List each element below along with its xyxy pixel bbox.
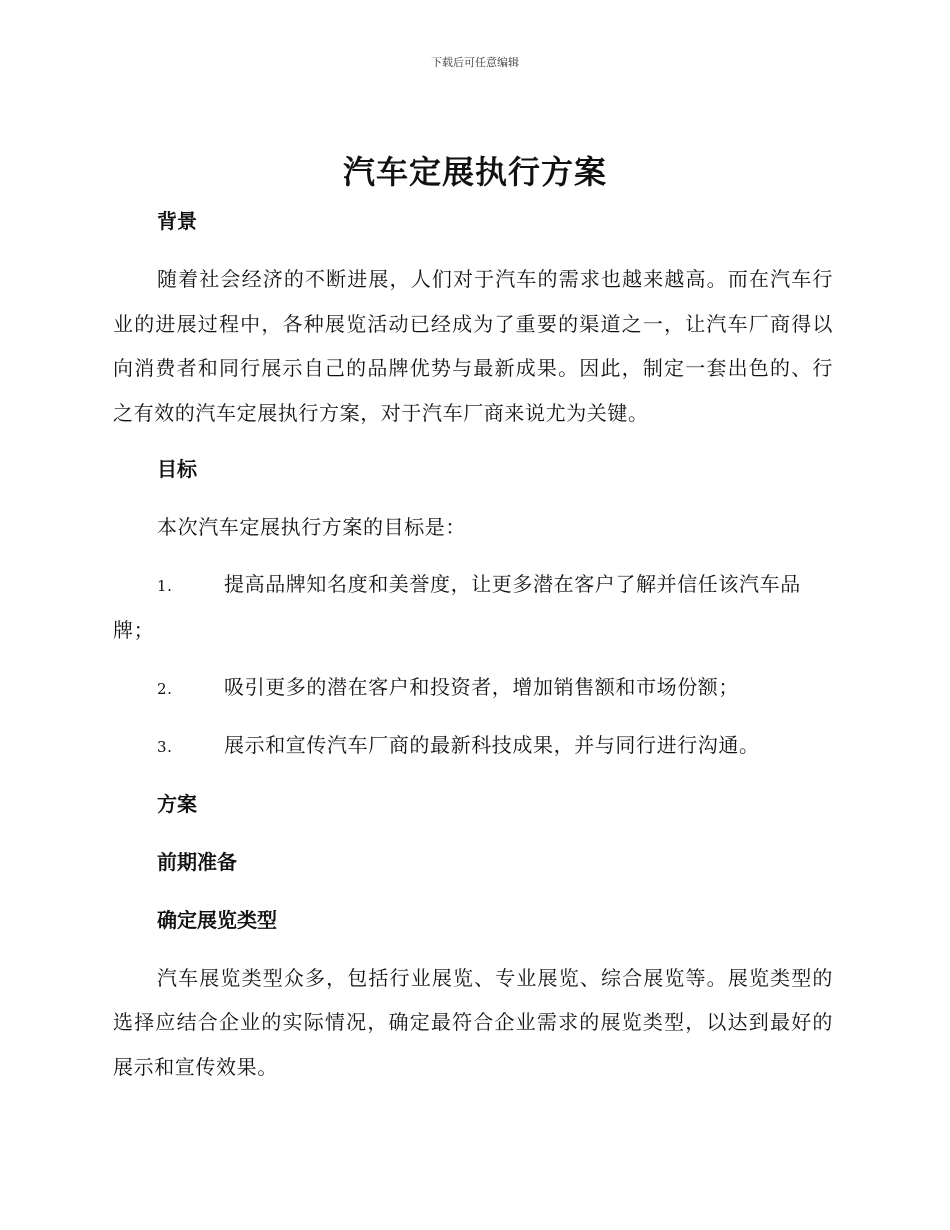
background-paragraph: 随着社会经济的不断进展，人们对于汽车的需求也越来越高。而在汽车行业的进展过程中，各种展览活动已经成为了重要的渠道之一，让汽车厂商得以向消费者和同行展示自己的品牌优势与最新成果。因此，制定一套出色的、行之有效的汽车定展执行方案，对于汽车厂商来说尤为关键。 [113, 267, 833, 425]
list-number: 3. [157, 738, 173, 756]
section-heading-plan: 方案 [157, 791, 197, 816]
list-item [113, 723, 833, 770]
list-text: 提高品牌知名度和美誉度，让更多潜在客户了解并信任该汽车品牌； [113, 571, 801, 642]
document-title: 汽车定展执行方案 [342, 153, 607, 191]
subheading-preparation: 前期准备 [157, 849, 237, 874]
subheading-exhibition-type: 确定展览类型 [157, 907, 277, 932]
list-item [113, 562, 833, 653]
goal-intro: 本次汽车定展执行方案的目标是： [157, 515, 466, 539]
exhibition-type-paragraph: 汽车展览类型众多，包括行业展览、专业展览、综合展览等。展览类型的选择应结合企业的实际情况，确定最符合企业需求的展览类型，以达到最好的展示和宣传效果。 [113, 965, 833, 1079]
list-number: 1. [157, 576, 173, 595]
header-note: 下载后可任意编辑 [431, 56, 519, 69]
list-text: 展示和宣传汽车厂商的最新科技成果，并与同行进行沟通。 [224, 733, 760, 757]
list-item [113, 665, 833, 712]
document-body [113, 199, 833, 1089]
list-number: 2. [157, 679, 173, 698]
section-heading-background: 背景 [157, 209, 197, 233]
list-text: 吸引更多的潜在客户和投资者，增加销售额和市场份额； [224, 674, 739, 699]
section-heading-goal: 目标 [157, 457, 197, 481]
